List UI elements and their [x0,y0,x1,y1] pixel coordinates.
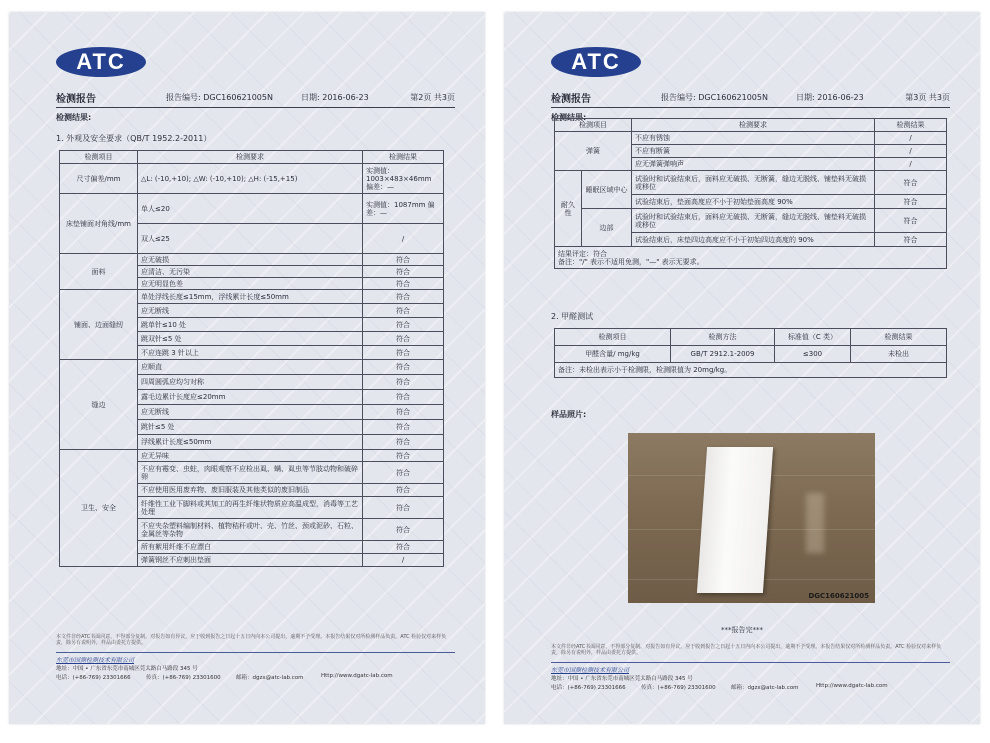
result-cell: / [363,224,444,254]
requirement-cell: 试验结束后，垫面高度应不小于初始垫面高度 90% [632,195,875,209]
footer-fax: 传真：(+86-769) 23301600 [146,675,221,681]
table-row [60,450,444,462]
report-number: 报告编号: DGC160621005N [661,93,768,102]
requirement-cell: 不应夹杂塑料编制材料、植物秸秆或叶、壳、竹丝、颈或泥砂、石粒、金属丝等杂物 [138,519,363,541]
requirement-cell: 应无弹簧弹响声 [632,158,875,171]
report-title: 检测报告 [551,94,591,105]
report-page-2 [9,12,485,724]
result-cell: 符合 [363,375,444,390]
report-date: 日期: 2016-06-23 [796,93,864,102]
table-row [555,209,947,233]
note-cell: 备注：未检出表示小于检测限，检测限值为 20mg/kg。 [555,363,947,378]
item-cell: 床垫铺面对角线/mm [60,194,138,254]
table-row [555,346,947,363]
requirement-cell: 所有絮用纤维不应漂白 [138,541,363,554]
footer-divider [56,652,455,653]
appearance-safety-table [59,150,444,567]
result-cell: 符合 [875,171,947,195]
results-label: 检测结果: [551,113,587,122]
light-glare [806,493,824,553]
requirement-cell: 弹簧钢丝不应刺出垫面 [138,554,363,567]
table-row [60,360,444,375]
footer-address: 地址：中国 • 广东省东莞市南城区莞太路白马路段 345 号 [56,666,198,672]
result-cell: 符合 [363,435,444,450]
footer-tel: 电话：(+86-769) 23301666 [551,685,626,691]
footer-email: 邮箱：dgzx@atc-lab.com [236,675,304,681]
item-cell: 铺面、边面缝纫 [60,290,138,360]
requirement-cell: 应无断线 [138,304,363,318]
result-cell: 符合 [875,233,947,247]
result-cell: 未检出 [851,346,947,363]
table-row [555,247,947,269]
footer-disclaimer: 本文件非经ATC书面同意，不得部分复制。对报告如有异议，应于收到报告之日起十五日内向本公司提出，逾期不予受理。本报告结果仅对所检测样品负责。ATC 检验仅对来样负责，除另有说明外，样品由委托方提供。 [56,634,447,646]
requirement-cell: 试验结束后，床垫四边高度应不小于初始四边高度的 90% [632,233,875,247]
footer-address: 地址：中国 • 广东省东莞市南城区莞太路白马路段 345 号 [551,676,693,682]
footer-company: 东莞市国测检测技术有限公司 [56,657,135,664]
result-cell: 符合 [875,209,947,233]
requirement-cell: 应清洁、无污染 [138,266,363,278]
result-cell: 符合 [363,420,444,435]
result-cell: 符合 [363,519,444,541]
requirement-cell: 单处浮线长度≤15mm，浮线累计长度≤50mm [138,290,363,304]
col-header-result: 检测结果 [363,151,444,164]
result-cell: 符合 [363,290,444,304]
photo-label: 样品照片: [551,410,587,419]
result-cell: 符合 [875,195,947,209]
page-number: 第2页 共3页 [410,93,455,102]
spring-durability-table [554,118,947,269]
footer-web: Http://www.dgatc-lab.com [321,673,393,679]
result-cell: 符合 [363,497,444,519]
requirement-cell: 试验时和试验结束后，面料应无破损、无断簧，缝边无脱线、铺垫料无破损或移位 [632,171,875,195]
result-cell: 符合 [363,541,444,554]
photo-sample-id: DGC160621005 [808,592,869,600]
formaldehyde-table [554,328,947,378]
sub-item-cell: 边部 [582,209,632,247]
sample-photo [628,433,875,603]
result-cell: 符合 [363,332,444,346]
requirement-cell: 不应使用医用废弃物、废旧服装及其他类似的废旧制品 [138,484,363,497]
sub-item-cell: 睡眠区域中心 [582,171,632,209]
col-header-item: 检测项目 [555,119,632,132]
result-cell: / [875,158,947,171]
results-label: 检测结果: [56,113,92,122]
result-cell: 实测值：1003×483×46mm 偏差：— [363,164,444,194]
report-header [56,90,455,104]
footer-divider [551,662,950,663]
requirement-cell: 不应有断簧 [632,145,875,158]
atc-logo: ATC [551,47,641,77]
requirement-cell: 不应有霉变、虫蛀，肉眼观察不应检出虱、螨、虱虫等节肢动物和破碎卵 [138,462,363,484]
table-row [60,164,444,194]
report-end-mark: ***报告完*** [721,626,763,634]
requirement-cell: 跳针≤5 处 [138,420,363,435]
section-title: 2. 甲醛测试 [551,312,594,321]
requirement-cell: 纤维性工业下脚料或其加工的再生纤维状物质应高温成型，消毒等工艺处理 [138,497,363,519]
item-cell: 面料 [60,254,138,290]
result-cell: / [875,132,947,145]
result-cell: 符合 [363,462,444,484]
remark-text: 备注："/" 表示不适用免测，"—" 表示无要求。 [558,257,704,266]
table-row [60,194,444,224]
col-header-method: 检测方法 [671,329,775,346]
header-divider [551,107,950,108]
requirement-cell: 跳单针≤10 处 [138,318,363,332]
requirement-cell: 应无断线 [138,405,363,420]
section-title: 1. 外观及安全要求（QB/T 1952.2-2011） [56,134,212,143]
conclusion-text: 结果评定：符合 [558,249,607,258]
requirement-cell: 浮线累计长度≤50mm [138,435,363,450]
requirement-cell: 不应连跳 3 针以上 [138,346,363,360]
col-header-requirement: 检测要求 [138,151,363,164]
method-cell: GB/T 2912.1-2009 [671,346,775,363]
table-row [555,171,947,195]
table-row [60,254,444,266]
report-number: 报告编号: DGC160621005N [166,93,273,102]
report-date: 日期: 2016-06-23 [301,93,369,102]
atc-logo: ATC [56,47,146,77]
footer-fax: 传真：(+86-769) 23301600 [641,685,716,691]
report-title: 检测报告 [56,94,96,105]
col-header-requirement: 检测要求 [632,119,875,132]
footer-email: 邮箱：dgzx@atc-lab.com [731,685,799,691]
result-cell: 符合 [363,318,444,332]
page-number: 第3页 共3页 [905,93,950,102]
conclusion-cell [555,247,947,269]
table-row [555,363,947,378]
requirement-cell: 应无破损 [138,254,363,266]
result-cell: / [875,145,947,158]
requirement-cell: 试验时和试验结束后，面料应无破损、无断簧，缝边无脱线、铺垫料无破损或移位 [632,209,875,233]
requirement-cell: 双人≤25 [138,224,363,254]
table-header-row [60,151,444,164]
result-cell: 符合 [363,254,444,266]
result-cell: 符合 [363,266,444,278]
mattress-sample [697,447,773,593]
requirement-cell: 不应有锈蚀 [632,132,875,145]
footer-tel: 电话：(+86-769) 23301666 [56,675,131,681]
item-cell: 缝边 [60,360,138,450]
result-cell: 实测值：1087mm 偏差：— [363,194,444,224]
col-header-item: 检测项目 [555,329,671,346]
result-cell: 符合 [363,304,444,318]
item-cell: 甲醛含量/ mg/kg [555,346,671,363]
report-header [551,90,950,104]
result-cell: 符合 [363,278,444,290]
table-header-row [555,329,947,346]
requirement-cell: 应无异味 [138,450,363,462]
item-cell: 弹簧 [555,132,632,171]
footer-web: Http://www.dgatc-lab.com [816,683,888,689]
result-cell: 符合 [363,360,444,375]
result-cell: 符合 [363,390,444,405]
item-cell: 卫生、安全 [60,450,138,567]
requirement-cell: 单人≤20 [138,194,363,224]
table-row [60,290,444,304]
requirement-cell: 应顺直 [138,360,363,375]
result-cell: / [363,554,444,567]
col-header-result: 检测结果 [851,329,947,346]
table-row [555,132,947,145]
report-page-3 [504,12,980,724]
col-header-limit: 标准值（C 类） [775,329,851,346]
col-header-item: 检测项目 [60,151,138,164]
requirement-cell: 四周圆弧应均匀对称 [138,375,363,390]
requirement-cell: 露毛边累计长度应≤20mm [138,390,363,405]
item-cell: 尺寸偏差/mm [60,164,138,194]
limit-cell: ≤300 [775,346,851,363]
footer-disclaimer: 本文件非经ATC书面同意，不得部分复制。对报告如有异议，应于收到报告之日起十五日内向本公司提出，逾期不予受理。本报告结果仅对所检测样品负责。ATC 检验仅对来样负责，除另有说明外，样品由委托方提供。 [551,644,942,656]
col-header-result: 检测结果 [875,119,947,132]
requirement-cell: △L: (-10,+10); △W: (-10,+10); △H: (-15,+15) [138,164,363,194]
result-cell: 符合 [363,346,444,360]
footer-company: 东莞市国测检测技术有限公司 [551,667,630,674]
result-cell: 符合 [363,484,444,497]
header-divider [56,107,455,108]
requirement-cell: 跳双针≤5 处 [138,332,363,346]
requirement-cell: 应无明显色差 [138,278,363,290]
result-cell: 符合 [363,450,444,462]
table-header-row [555,119,947,132]
item-cell: 耐久性 [555,171,582,247]
result-cell: 符合 [363,405,444,420]
